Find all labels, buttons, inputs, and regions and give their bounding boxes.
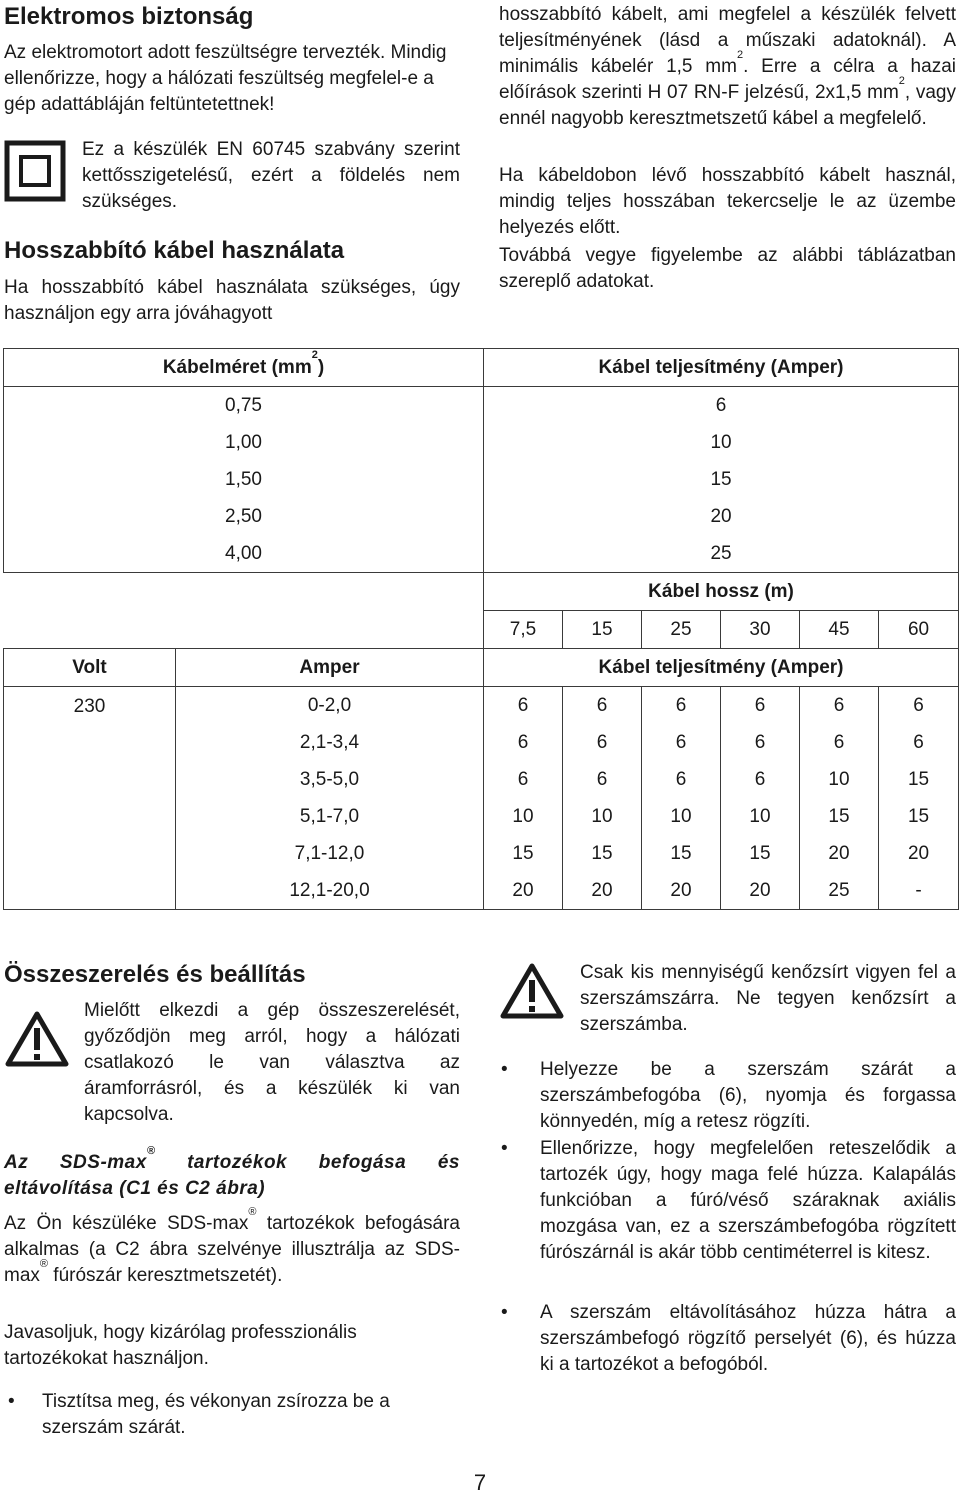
- rating-value-cell: 6: [721, 687, 800, 725]
- rating-value-cell: 10: [484, 798, 563, 835]
- cable-size-cell: 2,50: [4, 498, 484, 535]
- rating-value-cell: 20: [484, 872, 563, 910]
- rating-value-cell: -: [879, 872, 959, 910]
- volt-cell: 230: [4, 687, 176, 910]
- cable-rating-header-2: Kábel teljesítmény (Amper): [484, 649, 959, 687]
- bullet-insert-shank: Helyezze be a szerszám szárát a szerszámbefogóba (6), nyomja és forgassa könnyedén, míg a retesz rögzíti.: [540, 1059, 956, 1132]
- rating-value-cell: 15: [879, 761, 959, 798]
- extension-table-note: Továbbá vegye figyelembe az alábbi táblázatban szereplő adatokat.: [499, 245, 956, 292]
- warning-triangle-icon: [4, 1010, 70, 1068]
- cable-size-cell: 1,00: [4, 424, 484, 461]
- length-cell: 45: [800, 611, 879, 649]
- grease-warning-text: Csak kis mennyiségű kenőzsírt vigyen fel a szerszámszárra. Ne tegyen kenőzsírt a szerszámba.: [580, 962, 956, 1035]
- rating-value-cell: 6: [484, 724, 563, 761]
- amp-range-cell: 12,1-20,0: [176, 872, 484, 910]
- rating-value-cell: 20: [563, 872, 642, 910]
- rating-value-cell: 20: [800, 835, 879, 872]
- section-title-extension: Hosszabbító kábel használata: [4, 237, 345, 264]
- rating-value-cell: 6: [721, 761, 800, 798]
- rating-value-cell: 6: [484, 761, 563, 798]
- extension-text-left: Ha hosszabbító kábel használata szükséges, úgy használjon egy arra jóváhagyott: [4, 277, 460, 324]
- length-cell: 60: [879, 611, 959, 649]
- cable-rating-cell: 10: [484, 424, 959, 461]
- amp-range-cell: 3,5-5,0: [176, 761, 484, 798]
- rating-value-cell: 25: [800, 872, 879, 910]
- rating-value-cell: 15: [879, 798, 959, 835]
- accessory-recommendation: Javasoljuk, hogy kizárólag professzionális tartozékokat használjon.: [4, 1322, 357, 1369]
- rating-value-cell: 10: [563, 798, 642, 835]
- length-cell: 30: [721, 611, 800, 649]
- rating-value-cell: 15: [642, 835, 721, 872]
- amp-header: Amper: [176, 649, 484, 687]
- page-number: 7: [473, 1470, 487, 1495]
- cable-size-cell: 4,00: [4, 535, 484, 573]
- double-insulation-text: Ez a készülék EN 60745 szabvány szerint kettősszigetelésű, ezért a földelés nem szükséges.: [82, 139, 460, 212]
- amp-range-cell: 0-2,0: [176, 687, 484, 725]
- rating-value-cell: 6: [563, 724, 642, 761]
- bullet-check-lock: Ellenőrizze, hogy megfelelően reteszelődik a tartozék úgy, hogy maga felé húzza. Kalapálás funkcióban a fúró/véső száraknak axiális mozgása van, ez a szerszámbefogóba rögzített fúrószárnál is akár több centiméterrel is kitesz.: [540, 1138, 956, 1263]
- rating-value-cell: 15: [800, 798, 879, 835]
- bullet-marker: •: [501, 1138, 508, 1159]
- bullet-marker: •: [501, 1059, 508, 1080]
- rating-value-cell: 20: [642, 872, 721, 910]
- cable-rating-cell: 20: [484, 498, 959, 535]
- bullet-remove-tool: A szerszám eltávolításához húzza hátra a szerszámbefogó rögzítő perselyét (6), és húzza ki a tartozékot a befogóból.: [540, 1302, 956, 1375]
- length-cell: 7,5: [484, 611, 563, 649]
- assembly-warning-text: Mielőtt elkezdi a gép összeszerelését, győződjön meg arról, hogy a hálózati csatlakozó le van választva az áramforrásról, és a készülék ki van kapcsolva.: [84, 1000, 460, 1125]
- rating-value-cell: 6: [879, 687, 959, 725]
- warning-triangle-icon: [499, 962, 565, 1020]
- cable-rating-cell: 25: [484, 535, 959, 573]
- cable-size-header: Kábelméret $(mm^2)$: [4, 349, 484, 387]
- volt-header: Volt: [4, 649, 176, 687]
- cable-size-cell: 0,75: [4, 387, 484, 425]
- rating-value-cell: 6: [563, 761, 642, 798]
- cable-rating-cell: 15: [484, 461, 959, 498]
- cable-spec-table: [3, 348, 959, 910]
- double-insulation-icon: [4, 140, 66, 202]
- rating-value-cell: 20: [721, 872, 800, 910]
- length-cell: 25: [642, 611, 721, 649]
- rating-value-cell: 15: [484, 835, 563, 872]
- rating-value-cell: 15: [563, 835, 642, 872]
- rating-value-cell: 6: [484, 687, 563, 725]
- section-title-assembly: Összeszerelés és beállítás: [4, 961, 306, 988]
- length-cell: 15: [563, 611, 642, 649]
- cable-length-header: Kábel hossz (m): [484, 573, 959, 611]
- section-title-electrical: Elektromos biztonság: [4, 3, 254, 30]
- cable-rating-header: Kábel teljesítmény (Amper): [484, 349, 959, 387]
- rating-value-cell: 6: [800, 687, 879, 725]
- blank-cell: [4, 573, 484, 649]
- rating-value-cell: 6: [563, 687, 642, 725]
- rating-value-cell: 10: [721, 798, 800, 835]
- rating-value-cell: 20: [879, 835, 959, 872]
- rating-value-cell: 6: [721, 724, 800, 761]
- sds-max-paragraph: Az Ön készüléke SDS-max® tartozékok befogására alkalmas (a C2 ábra szelvénye illusztrálja az SDS-max® fúrószár keresztmetszetét).: [4, 1205, 460, 1286]
- rating-value-cell: 6: [879, 724, 959, 761]
- rating-value-cell: 15: [721, 835, 800, 872]
- bullet-marker: •: [501, 1302, 508, 1323]
- bullet-marker: •: [8, 1391, 15, 1412]
- rating-value-cell: 10: [642, 798, 721, 835]
- amp-range-cell: 2,1-3,4: [176, 724, 484, 761]
- extension-reel-text: Ha kábeldobon lévő hosszabbító kábelt használ, mindig teljes hosszában tekercselje le az üzembe helyezés előtt.: [499, 165, 956, 238]
- rating-value-cell: 6: [642, 724, 721, 761]
- rating-value-cell: 6: [642, 687, 721, 725]
- extension-text-right: hosszabbító kábelt, ami megfelel a készülék felvett teljesítményének (lásd a műszaki adatoknál). A minimális kábelér 1,5 $mm^2$. Erre a célra a hazai előírások szerinti H 07 RN-F jelzésű, 2x1,5 $mm^2$, vagy ennél nagyobb keresztmetszetű kábel a megfelelő.: [499, 4, 956, 129]
- rating-value-cell: 6: [642, 761, 721, 798]
- cable-rating-cell: 6: [484, 387, 959, 425]
- rating-value-cell: 6: [800, 724, 879, 761]
- rating-value-cell: 10: [800, 761, 879, 798]
- amp-range-cell: 5,1-7,0: [176, 798, 484, 835]
- bullet-clean-shank: Tisztítsa meg, és vékonyan zsírozza be a szerszám szárát.: [42, 1391, 390, 1438]
- electrical-intro: Az elektromotort adott feszültségre tervezték. Mindig ellenőrizze, hogy a hálózati feszültség megfelel-e a gép adattábláján feltüntetettnek!: [4, 42, 447, 115]
- amp-range-cell: 7,1-12,0: [176, 835, 484, 872]
- cable-size-cell: 1,50: [4, 461, 484, 498]
- sds-max-subtitle: Az SDS-max® tartozékok befogása és eltávolítása (C1 és C2 ábra): [4, 1144, 460, 1199]
